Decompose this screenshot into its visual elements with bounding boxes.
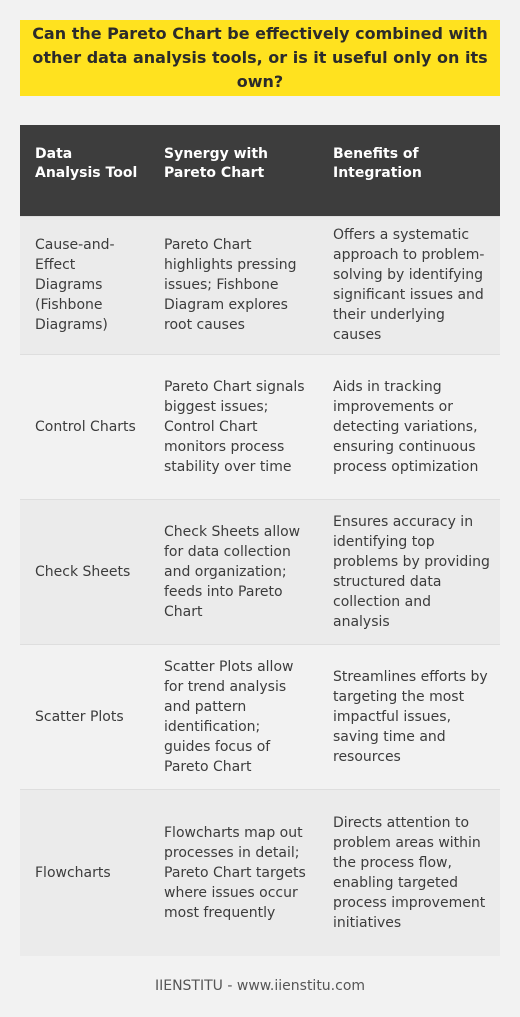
title-banner — [20, 20, 500, 96]
cell-synergy: Pareto Chart signals biggest issues; Control Chart monitors process stability over time — [164, 378, 305, 475]
page-title: Can the Pareto Chart be effectively combined with other data analysis tools, or is it useful only on its own? — [32, 24, 488, 91]
table-header-row — [20, 125, 500, 216]
header-tool: Data Analysis Tool — [35, 146, 138, 181]
cell-benefits: Aids in tracking improvements or detecting variations, ensuring continuous process optimization — [333, 378, 479, 475]
table-row — [20, 644, 500, 789]
cell-benefits: Directs attention to problem areas within the process flow, enabling targeted process improvement initiatives — [333, 814, 486, 931]
header-synergy: Synergy with Pareto Chart — [164, 146, 268, 181]
cell-synergy: Scatter Plots allow for trend analysis and pattern identification; guides focus of Pareto Chart — [164, 658, 294, 775]
cell-tool: Scatter Plots — [35, 708, 124, 725]
table-row — [20, 354, 500, 499]
cell-synergy: Flowcharts map out processes in detail; Pareto Chart targets where issues occur most frequently — [164, 824, 306, 921]
comparison-table — [20, 125, 500, 956]
cell-tool: Cause-and-Effect Diagrams (Fishbone Diagrams) — [35, 237, 115, 333]
cell-benefits: Streamlines efforts by targeting the most impactful issues, saving time and resources — [333, 668, 488, 765]
header-benefits: Benefits of Integration — [333, 146, 422, 181]
cell-tool: Flowcharts — [35, 864, 111, 881]
table-row — [20, 216, 500, 354]
cell-tool: Control Charts — [35, 418, 136, 435]
cell-tool: Check Sheets — [35, 563, 131, 580]
cell-synergy: Check Sheets allow for data collection and organization; feeds into Pareto Chart — [164, 523, 301, 620]
table-row — [20, 499, 500, 644]
cell-synergy: Pareto Chart highlights pressing issues; Fishbone Diagram explores root causes — [164, 237, 297, 333]
footer-credit: IIENSTITU - www.iienstitu.com — [154, 978, 366, 994]
cell-benefits: Ensures accuracy in identifying top problems by providing structured data collection and analysis — [333, 513, 490, 630]
table-row — [20, 789, 500, 956]
cell-benefits: Offers a systematic approach to problem-solving by identifying significant issues and their underlying causes — [333, 227, 485, 343]
